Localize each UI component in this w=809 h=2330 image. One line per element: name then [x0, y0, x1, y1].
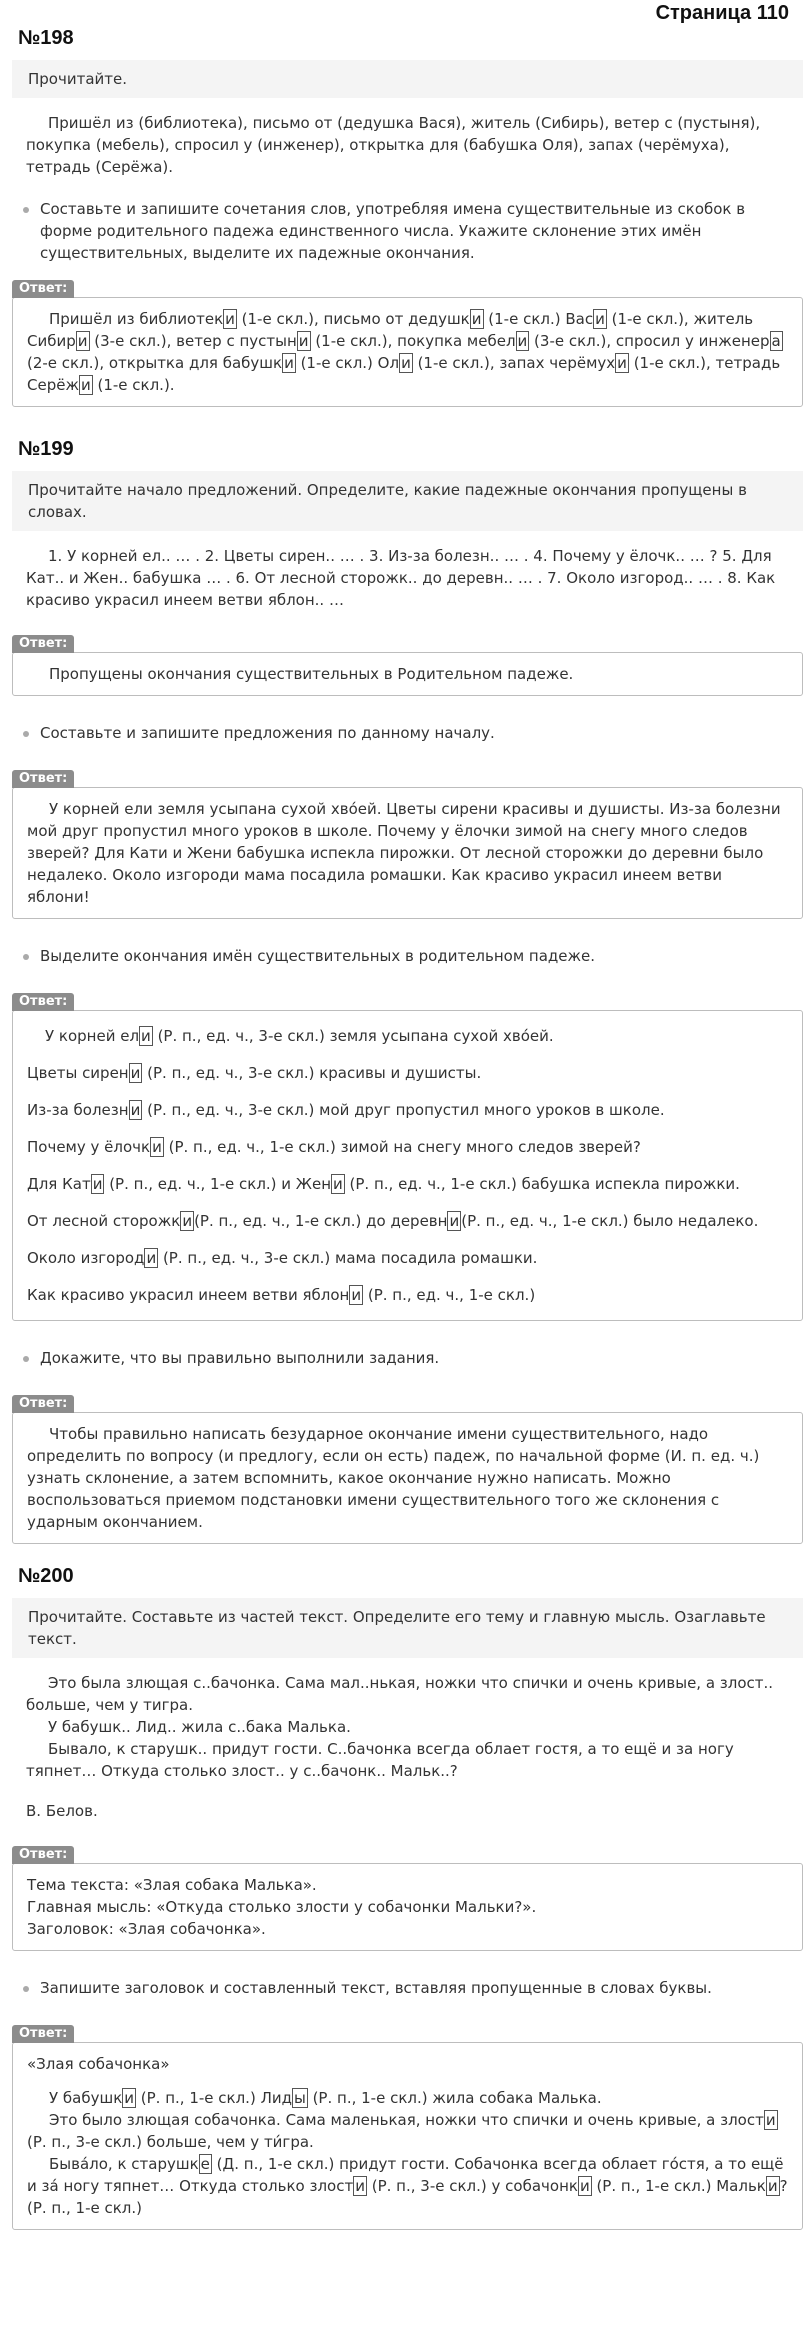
answer-line: Как красиво украсил инеем ветви яблон и (Р. п., ед. ч., 1-е скл.)	[27, 1286, 536, 1304]
answer-line: Из-за болезн и (Р. п., ед. ч., 3-е скл.) мой друг пропустил много уроков в школе.	[27, 1101, 665, 1119]
answer-199-3	[12, 989, 803, 1321]
ending-mark: и	[401, 354, 411, 372]
answer-box: Чтобы правильно написать безударное окончание имени существительного, надо определить по вопросу (и предлогу, если он есть) падеж, по начальной форме (И. п. ед. ч.) узнать склонение, а затем вспомнить, какое окончание нужно написать. Можно воспользоваться приемом подстановки имени существительного того же склонения с ударным окончанием.	[12, 1412, 803, 1544]
answer-box: «Злая собачонка» У бабушк и (Р. п., 1-е скл.) Лид ы (Р. п., 1-е скл.) жила собака Малька. Это было злющая собачонка. Сама маленькая, ножки что спички и очень кривые, а злост и (Р. п., 3-е скл.) больше, чем у ти́гра. Быва́ло, к старушк е (Д. п., 1-е скл.) придут гости. Собачонка всегда облает го́стя, а то ещё и за́ ногу тяпнет… Откуда столько злост и (Р. п., 3-е скл.) у собачонк и (Р. п., 1-е скл.) Мальк и ? (Р. п., 1-е скл.)	[12, 2042, 803, 2230]
ending-mark: и	[579, 2177, 590, 2195]
exercise-number-200: №200	[18, 1565, 74, 1587]
bullet-task-199-3: Выделите окончания имён существительных в родительном падеже.	[10, 939, 803, 973]
answer-label: Ответ:	[12, 770, 74, 788]
ending-mark: и	[141, 1027, 151, 1045]
ending-mark: и	[130, 1064, 141, 1082]
ending-mark: и	[80, 376, 91, 394]
answer-label: Ответ:	[12, 1846, 74, 1864]
answer-box: Тема текста: «Злая собака Малька». Главная мысль: «Откуда столько злости у собачонки Мальки?». Заголовок: «Злая собачонка».	[12, 1863, 803, 1951]
answer-line: Цветы сирен и (Р. п., ед. ч., 3-е скл.) красивы и душисты.	[27, 1064, 482, 1082]
answer-line: Около изгород и (Р. п., ед. ч., 3-е скл.) мама посадила ромашки.	[27, 1249, 538, 1267]
bullet-task-199-4: Докажите, что вы правильно выполнили задания.	[10, 1341, 803, 1375]
task-200: Прочитайте. Составьте из частей текст. Определите его тему и главную мысль. Озаглавьте текст.	[12, 1598, 803, 1658]
ending-mark: и	[182, 1212, 193, 1230]
answer-200-1	[12, 1842, 803, 1951]
answer-199-4	[12, 1391, 803, 1544]
answer-line: У корней ел и (Р. п., ед. ч., 3-е скл.) земля усыпана сухой хво́ей.	[45, 1027, 554, 1045]
ending-mark: ы	[293, 2089, 306, 2107]
answer-line: Почему у ёлочк и (Р. п., ед. ч., 1-е скл.) зимой на снегу много следов зверей?	[27, 1138, 641, 1156]
answer-199-2	[12, 766, 803, 919]
ending-mark: и	[77, 332, 88, 350]
answer-label: Ответ:	[12, 993, 74, 1011]
bullet-task-200-2: Запишите заголовок и составленный текст, вставляя пропущенные в словах буквы.	[10, 1971, 803, 2005]
ending-mark: и	[767, 2177, 778, 2195]
ending-mark: и	[449, 1212, 460, 1230]
ending-mark: и	[152, 1138, 162, 1156]
answer-199-1	[12, 631, 803, 696]
ending-mark: и	[146, 1249, 157, 1267]
author: В. Белов.	[26, 1802, 98, 1820]
ending-mark: и	[130, 1101, 141, 1119]
task-199: Прочитайте начало предложений. Определите, какие падежные окончания пропущены в словах.	[12, 471, 803, 531]
ending-mark: и	[92, 1175, 103, 1193]
ending-mark: и	[517, 332, 528, 350]
bullet-task-199-2: Составьте и запишите предложения по данному началу.	[10, 716, 803, 750]
ending-mark: и	[284, 354, 294, 372]
ending-mark: е	[200, 2155, 210, 2173]
ending-mark: и	[351, 1286, 362, 1304]
answer-box: Пропущены окончания существительных в Родительном падеже.	[12, 652, 803, 696]
answer-line: Для Кат и (Р. п., ед. ч., 1-е скл.) и Жен и (Р. п., ед. ч., 1-е скл.) бабушка испекла пирожки.	[27, 1175, 740, 1193]
ending-mark: и	[225, 310, 235, 328]
answer-label: Ответ:	[12, 2025, 74, 2043]
exercise-number-199: №199	[18, 438, 74, 460]
page-number: Страница 110	[655, 2, 789, 24]
ending-mark: и	[595, 310, 605, 328]
answer-box: У корней ели земля усыпана сухой хво́ей. Цветы сирени красивы и душисты. Из-за болезни мой друг пропустил много уроков в школе. Почему у ёлочки зимой на снегу много следов зверей? Для Кати и Жени бабушка испекла пирожки. От лесной сторожки до деревни было недалеко. Около изгороди мама посадила ромашки. Как красиво украсил инеем ветви яблони!	[12, 787, 803, 919]
ending-mark: и	[333, 1175, 343, 1193]
exercise-text-198: Пришёл из (библиотека), письмо от (дедушка Вася), житель (Сибирь), ветер с (пустыня), покупка (мебель), спросил у (инженер), открытка для (бабушка Оля), запах (черёмуха), тетрадь (Серёжа).	[26, 114, 761, 176]
bullet-task-198: Составьте и запишите сочетания слов, употребляя имена существительные из скобок в форме родительного падежа единственного числа. Укажите склонение этих имён существительных, выделите их падежные окончания.	[10, 192, 803, 270]
answer-200-2	[12, 2021, 803, 2230]
answer-label: Ответ:	[12, 280, 74, 298]
answer-label: Ответ:	[12, 1395, 74, 1413]
answer-box: Пришёл из библиотек и (1-е скл.), письмо от дедушк и (1-е скл.) Вас и (1-е скл.), житель Сибир и (3-е скл.), ветер с пустын и (1-е скл.), покупка мебел и (3-е скл.), спросил у инженер а (2-е скл.), открытка для бабушк и (1-е скл.) Ол и (1-е скл.), запах черёмух и (1-е скл.), тетрадь Серёж и (1-е скл.).	[12, 297, 803, 407]
ending-mark: а	[771, 332, 781, 350]
ending-mark: и	[765, 2111, 776, 2129]
ending-mark: и	[471, 310, 482, 328]
ending-mark: и	[617, 354, 627, 372]
answer-label: Ответ:	[12, 635, 74, 653]
ending-mark: и	[355, 2177, 365, 2195]
exercise-number-198: №198	[18, 27, 74, 49]
ending-mark: и	[298, 332, 309, 350]
task-198: Прочитайте.	[12, 60, 803, 98]
ending-mark: и	[124, 2089, 135, 2107]
exercise-text-200: Это была злющая с..бачонка. Сама мал..нькая, ножки что спички и очень кривые, а злост.. больше, чем у тигра. У бабушк.. Лид.. жила с..бака Малька. Бывало, к старушк.. придут гости. С..бачонка всегда облает гостя, а то ещё и за ногу тяпнет… Откуда столько злост.. у с..бачонк.. Мальк..?	[26, 1674, 774, 1780]
answer-198	[12, 276, 803, 407]
answer-box	[12, 1010, 803, 1321]
answer-line: От лесной сторожк и (Р. п., ед. ч., 1-е скл.) до деревн и (Р. п., ед. ч., 1-е скл.) было недалеко.	[27, 1212, 759, 1230]
exercise-text-199: 1. У корней ел.. … . 2. Цветы сирен.. … . 3. Из-за болезн.. … . 4. Почему у ёлочк.. … ? 5. Для Кат.. и Жен.. бабушка … . 6. От лесной сторожк.. до деревн.. … . 7. Около изгород.. … . 8. Как красиво украсил инеем ветви яблон.. …	[26, 547, 776, 609]
